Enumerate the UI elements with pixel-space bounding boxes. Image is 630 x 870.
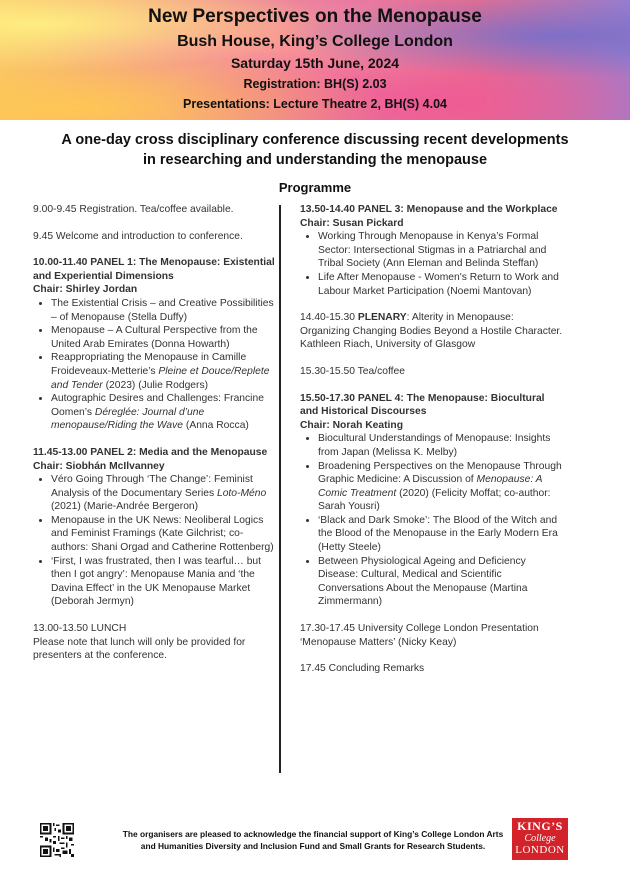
programme-left-column	[33, 203, 278, 676]
header-banner	[0, 0, 630, 120]
tagline: A one-day cross disciplinary conference discussing recent developments in researching and understanding the menopause	[61, 132, 569, 168]
registration-slot: 9.00-9.45 Registration. Tea/coffee available.	[33, 204, 234, 215]
panel-1	[33, 256, 278, 433]
panel-2-heading: 11.45-13.00 PANEL 2: Media and the Menopause	[33, 446, 268, 458]
plenary-slot: 14.40-15.30 PLENARY: Alterity in Menopause: Organizing Changing Bodies Beyond a Hostile Character. Kathleen Riach, University of Glasgow	[300, 312, 563, 351]
list-item: • Menopause in the UK News: Neoliberal Logics and Feminist Framings (Kate Gilchrist; co-authors: Shani Orgad and Catherine Rottenberg)	[51, 514, 278, 555]
welcome-slot: 9.45 Welcome and introduction to conference.	[33, 230, 243, 242]
ucl-presentation-slot: 17.30-17.45 University College London Presentation ‘Menopause Matters’ (Nicky Keay)	[300, 623, 539, 648]
list-item: • Life After Menopause - Women's Return to Work and Labour Market Participation (Noemi Mantovan)	[318, 271, 565, 298]
list-item: • Menopause – A Cultural Perspective from the United Arab Emirates (Donna Howarth)	[51, 324, 278, 351]
list-item: • Working Through Menopause in Kenya’s Formal Sector: Intersectional Stigmas in a Patriarchal and Tribal Society (Ann Eleman and Belinda Steffan)	[318, 230, 565, 271]
presentations-room: Presentations: Lecture Theatre 2, BH(S) 4.04	[183, 97, 447, 111]
panel-3-heading: 13.50-14.40 PANEL 3: Menopause and the Workplace	[300, 204, 558, 215]
list-item: • Between Physiological Ageing and Deficiency Disease: Cultural, Medical and Scientific Conversations About the Menopause (Martina Zimmermann)	[318, 555, 565, 609]
panel-4-chair: Chair: Norah Keating	[300, 419, 403, 431]
event-date: Saturday 15th June, 2024	[230, 55, 400, 71]
lunch-slot: 13.00-13.50 LUNCH Please note that lunch will only be provided for presenters at the conference.	[33, 622, 278, 663]
panel-2-chair: Chair: Siobhán McIlvanney	[33, 460, 165, 472]
programme-heading: Programme	[278, 180, 352, 195]
list-item: • Biocultural Understandings of Menopause: Insights from Japan (Melissa K. Melby)	[318, 432, 565, 459]
event-venue: Bush House, King’s College London	[177, 33, 453, 50]
list-item: • The Existential Crisis – and Creative Possibilities – of Menopause (Stella Duffy)	[51, 297, 278, 324]
list-item: • ‘Black and Dark Smoke’: The Blood of the Witch and the Blood of the Menopause in the Early Modern Era (Hetty Steele)	[318, 514, 565, 555]
programme-right-column	[300, 203, 565, 689]
panel-2	[33, 446, 278, 609]
panel-3-chair: Chair: Susan Pickard	[300, 217, 404, 229]
panel-4	[300, 392, 565, 610]
event-title: New Perspectives on the Menopause	[148, 6, 482, 27]
panel-1-heading: 10.00-11.40 PANEL 1: The Menopause: Existential and Experiential Dimensions	[33, 257, 275, 282]
list-item: • Broadening Perspectives on the Menopause Through Graphic Medicine: A Discussion of Menopause: A Comic Treatment (2020) (Felicity Moffat; co-author: Sarah Yousri)	[318, 460, 565, 514]
acknowledgement: The organisers are pleased to acknowledge the financial support of King’s College London Arts and Humanities Diversity and Inclusion Fund and Small Grants for Research Students.	[122, 829, 504, 851]
list-item: • Reappropriating the Menopause in Camille Froideveaux-Metterie’s Pleine et Douce/Replete and Tender (2023) (Julie Rodgers)	[51, 351, 278, 392]
panel-4-heading: 15.50-17.30 PANEL 4: The Menopause: Biocultural and Historical Discourses	[300, 392, 545, 418]
panel-1-chair: Chair: Shirley Jordan	[33, 284, 138, 296]
list-item: • Véro Going Through ‘The Change’: Feminist Analysis of the Documentary Series Loto-Méno (2021) (Marie-Andrée Bergeron)	[51, 473, 278, 514]
qr-code-icon[interactable]	[40, 823, 74, 857]
lunch-note: Please note that lunch will only be provided for presenters at the conference.	[33, 636, 246, 662]
kings-college-logo: KING’S College LONDON	[512, 818, 568, 860]
list-item: • Autographic Desires and Challenges: Francine Oomen’s Déreglée: Journal d’une menopause/Riding the Wave (Anna Rocca)	[51, 392, 278, 433]
panel-3	[300, 203, 565, 298]
registration-room: Registration: BH(S) 2.03	[243, 77, 387, 91]
closing-slot: 17.45 Concluding Remarks	[300, 663, 425, 675]
tea-slot: 15.30-15.50 Tea/coffee	[300, 365, 405, 377]
list-item: • ‘First, I was frustrated, then I was tearful… but then I got angry’: Menopause Mania and ‘the Davina Effect’ in the UK Menopause Market (Deborah Jermyn)	[51, 555, 278, 609]
column-divider	[279, 205, 281, 773]
